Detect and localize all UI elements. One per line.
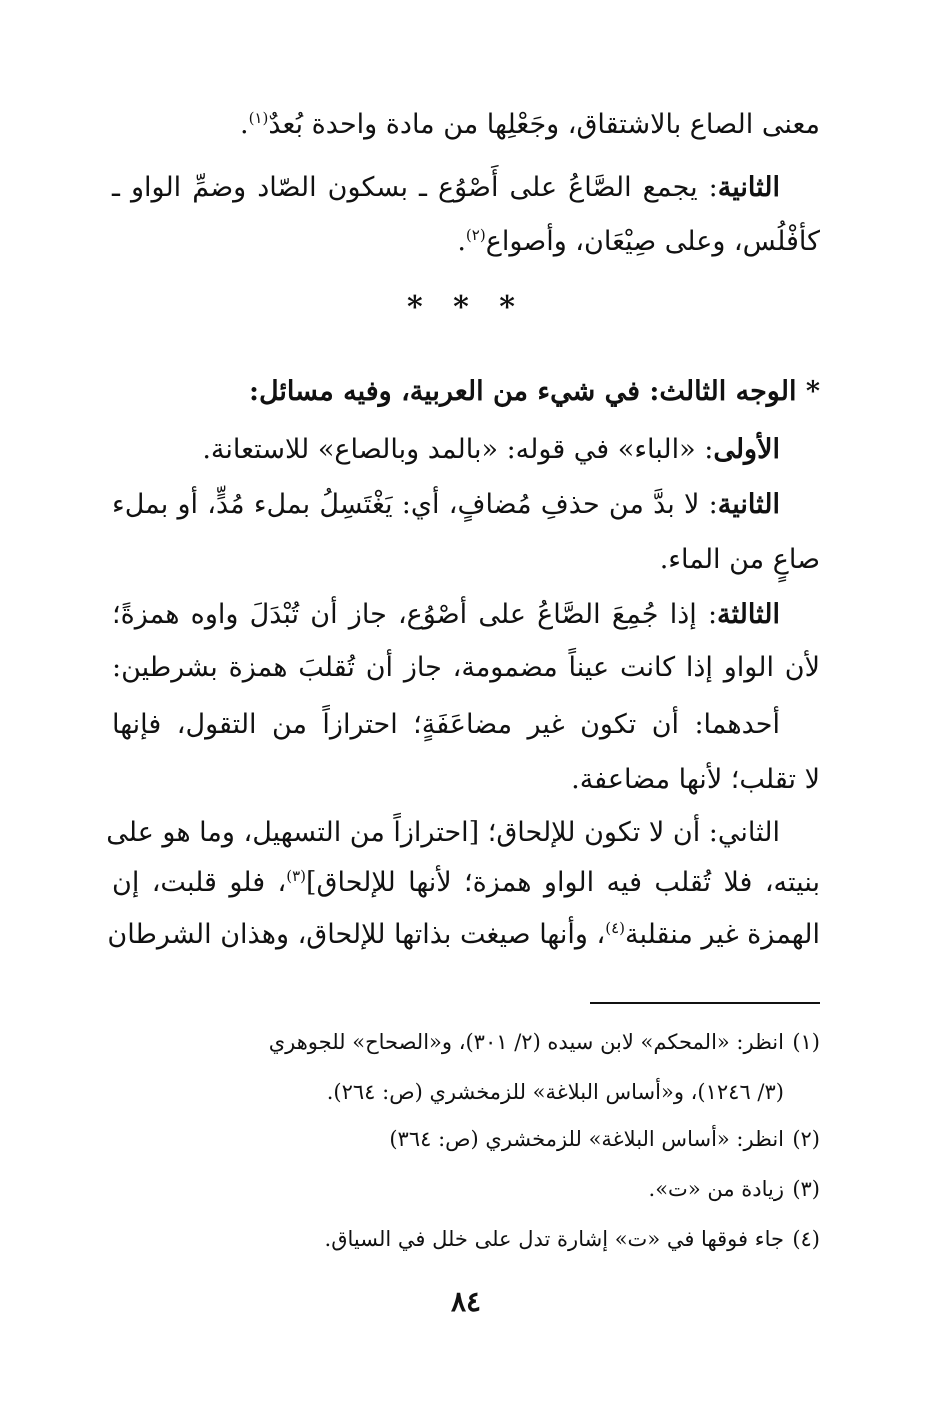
footnote	[112, 1222, 820, 1256]
footnote-number: (٣)	[792, 1177, 820, 1201]
footnote-number: (٤)	[792, 1227, 820, 1251]
lead-word: الثانية	[717, 172, 780, 203]
footnote-number: (١)	[792, 1030, 820, 1054]
footnote-number: (٢)	[792, 1127, 820, 1151]
page-number: ٨٤	[450, 1285, 482, 1318]
body-text: صاعٍ من الماء.	[659, 544, 820, 575]
body-text: ، فلو قلبت، إن	[112, 867, 287, 898]
body-text: : لا بدَّ من حذفِ مُضافٍ، أي: يَغْتَسِلُ بملء مُدٍّ، أو بملء	[112, 489, 718, 520]
footnote-text: انظر: «المحكم» لابن سيده (٢/ ٣٠١)، و«الصحاح» للجوهري	[268, 1030, 784, 1054]
body-text: لا تقلب؛ لأنها مضاعفة.	[571, 764, 820, 795]
footnote-text: انظر: «أساس البلاغة» للزمخشري (ص: ٣٦٤)	[389, 1127, 784, 1151]
body-text: : «الباء» في قوله: «بالمد وبالصاع» للاستعانة.	[202, 434, 714, 465]
body-text: الهمزة غير منقلبة	[625, 919, 820, 950]
footnote-ref: (٤)	[605, 919, 625, 937]
section-heading: * الوجه الثالث: في شيء من العربية، وفيه مسائل:	[249, 376, 820, 407]
lead-word: الثالثة	[717, 599, 780, 630]
footnote-ref: (٢)	[465, 226, 486, 244]
body-line	[107, 915, 820, 955]
body-text: بنيته، فلا تُقلب فيه الواو همزة؛ لأنها للإلحاق]	[306, 867, 820, 898]
body-text: الثاني: أن لا تكون للإلحاق؛ [احترازاً من التسهيل، وما هو على	[106, 817, 780, 848]
lead-word: الثانية	[717, 489, 780, 520]
body-line	[106, 813, 820, 853]
footnote-text: (٣/ ١٢٤٦)، و«أساس البلاغة» للزمخشري (ص: ٢٦٤).	[326, 1080, 784, 1104]
body-line	[112, 595, 820, 635]
body-line	[112, 222, 820, 262]
footnote-text: زيادة من «ت».	[648, 1177, 784, 1201]
section-separator: * * *	[407, 290, 525, 325]
footnote-text: جاء فوقها في «ت» إشارة تدل على خلل في السياق.	[324, 1227, 784, 1251]
footnote-divider	[590, 1002, 820, 1004]
body-text: كأفْلُس، وعلى صِيْعَان، وأصواع	[485, 226, 820, 257]
footnote	[112, 1025, 820, 1059]
body-line	[112, 760, 820, 800]
footnote	[112, 1122, 820, 1156]
body-text: : إذا جُمِعَ الصَّاعُ على أصْوُع، جاز أن تُبْدَلَ واوه همزةً؛	[112, 599, 718, 630]
body-line	[112, 648, 820, 688]
body-line	[112, 540, 820, 580]
body-line	[112, 705, 820, 745]
lead-word: الأولى	[713, 434, 780, 465]
body-text: .	[239, 109, 249, 140]
footnote-ref: (٣)	[286, 867, 306, 885]
body-line	[112, 105, 820, 145]
footnote	[112, 1172, 820, 1206]
footnote-ref: (١)	[248, 109, 269, 127]
body-text: ، وأنها صيغت بذاتها للإلحاق، وهذان الشرطان	[107, 919, 606, 950]
body-line	[112, 863, 820, 903]
body-line	[112, 430, 820, 470]
body-text: أحدهما: أن تكون غير مضاعَفَةٍ؛ احترازاً من التقول، فإنها	[112, 709, 780, 740]
footnote-continuation	[112, 1075, 820, 1109]
body-text: لأن الواو إذا كانت عيناً مضمومة، جاز أن تُقلبَ همزة بشرطين:	[112, 652, 820, 683]
body-text: .	[457, 226, 466, 257]
body-text: : يجمع الصَّاعُ على أَصْوُع ـ بسكون الصّاد وضمِّ الواو ـ	[112, 172, 718, 203]
book-page	[106, 95, 820, 1355]
body-line	[112, 168, 820, 208]
body-line	[112, 485, 820, 525]
body-text: معنى الصاع بالاشتقاق، وجَعْلِها من مادة واحدة بُعدٌ	[268, 109, 820, 140]
